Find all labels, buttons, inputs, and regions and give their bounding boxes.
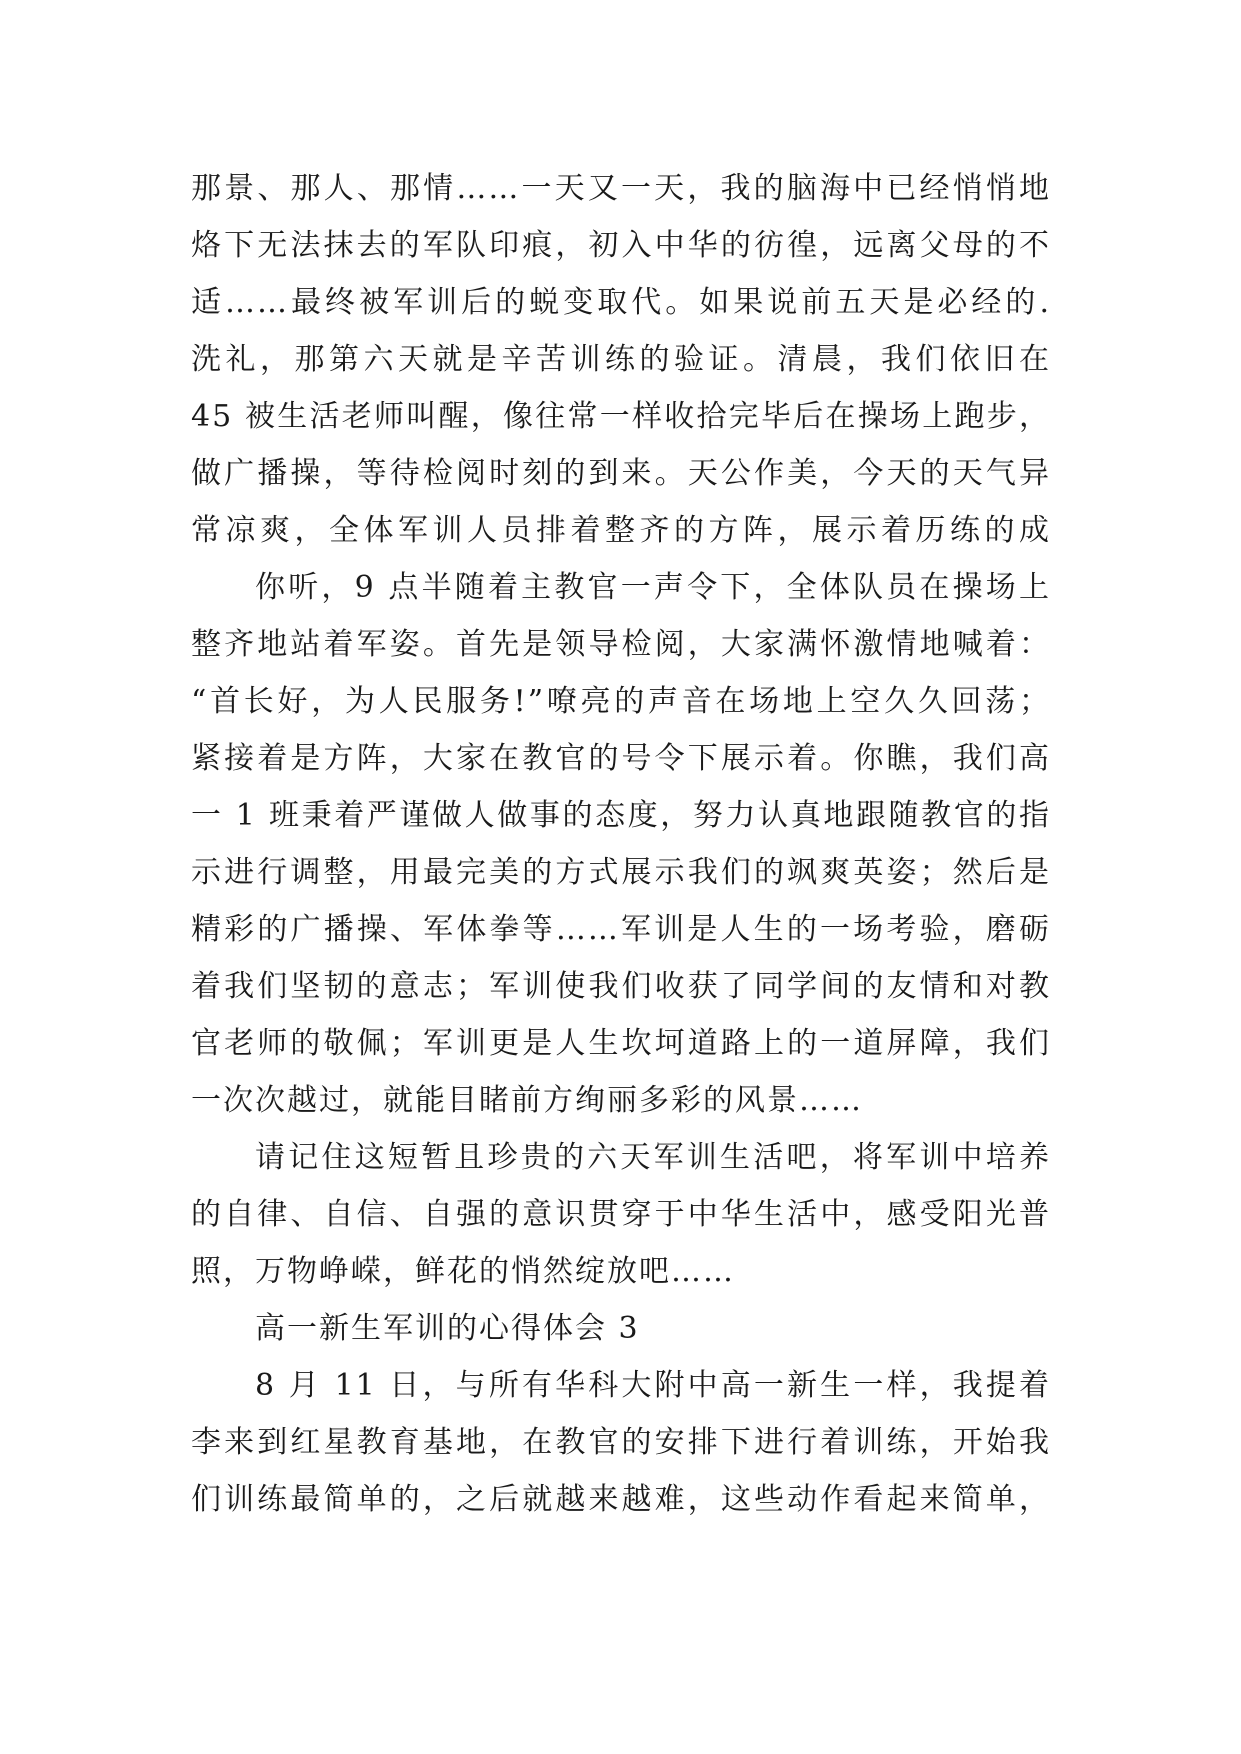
text-line: “首长好，为人民服务!”嘹亮的声音在场地上空久久回荡；: [191, 684, 1051, 719]
body-text: [191, 160, 1051, 1528]
text-line: 精彩的广播操、军体拳等……军训是人生的一场考验，磨砺: [191, 912, 1051, 947]
text-line: 紧接着是方阵，大家在教官的号令下展示着。你瞧，我们高: [191, 741, 1051, 776]
text-line: 请记住这短暂且珍贵的六天军训生活吧，将军训中培养: [255, 1140, 1051, 1175]
text-line: 示进行调整，用最完美的方式展示我们的飒爽英姿；然后是: [191, 855, 1051, 890]
text-line: 那景、那人、那情……一天又一天，我的脑海中已经悄悄地: [191, 171, 1051, 206]
text-line: 45 被生活老师叫醒，像往常一样收拾完毕后在操场上跑步，: [191, 399, 1051, 434]
text-line: 做广播操，等待检阅时刻的到来。天公作美，今天的天气异: [191, 456, 1051, 491]
text-line: 高一新生军训的心得体会 3: [255, 1311, 640, 1346]
text-line: 烙下无法抹去的军队印痕，初入中华的彷徨，远离父母的不: [191, 228, 1051, 263]
text-line: 适……最终被军训后的蜕变取代。如果说前五天是必经的.: [191, 285, 1051, 320]
text-line: 洗礼，那第六天就是辛苦训练的验证。清晨，我们依旧在: [191, 342, 1051, 377]
text-line: 整齐地站着军姿。首先是领导检阅，大家满怀激情地喊着：: [191, 627, 1051, 662]
text-line: 你听，9 点半随着主教官一声令下，全体队员在操场上: [255, 570, 1051, 605]
text-line: 着我们坚韧的意志；军训使我们收获了同学间的友情和对教: [191, 969, 1051, 1004]
text-line: 一 1 班秉着严谨做人做事的态度，努力认真地跟随教官的指: [191, 798, 1051, 833]
text-line: 8 月 11 日，与所有华科大附中高一新生一样，我提着: [255, 1368, 1051, 1403]
text-line: 一次次越过，就能目睹前方绚丽多彩的风景……: [191, 1083, 863, 1118]
text-line: 常凉爽，全体军训人员排着整齐的方阵，展示着历练的成: [191, 513, 1051, 548]
text-line: 照，万物峥嵘，鲜花的悄然绽放吧……: [191, 1254, 735, 1289]
text-line: 们训练最简单的，之后就越来越难，这些动作看起来简单，: [191, 1482, 1051, 1517]
text-line: 官老师的敬佩；军训更是人生坎坷道路上的一道屏障，我们: [191, 1026, 1051, 1061]
text-line: 的自律、自信、自强的意识贯穿于中华生活中，感受阳光普: [191, 1197, 1051, 1232]
text-line: 李来到红星教育基地，在教官的安排下进行着训练，开始我: [191, 1425, 1051, 1460]
